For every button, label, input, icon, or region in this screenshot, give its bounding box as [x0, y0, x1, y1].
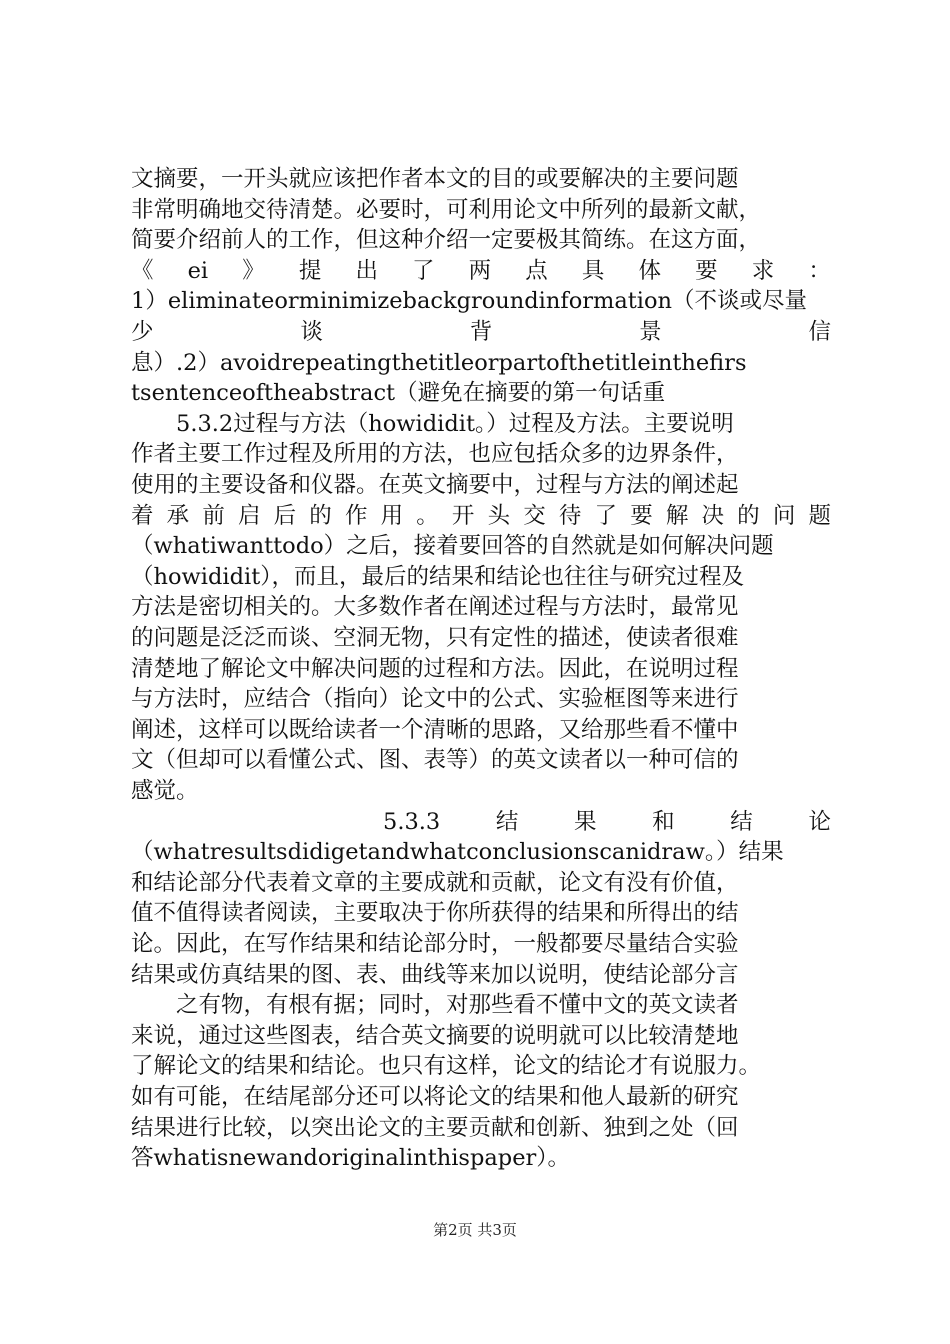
text-line: 来说，通过这些图表，结合英文摘要的说明就可以比较清楚地: [131, 1022, 739, 1049]
text-token: 要: [630, 502, 653, 529]
text-token: 承: [166, 502, 190, 529]
text-token: 启: [237, 502, 261, 529]
text-token: 后: [273, 502, 297, 529]
text-token: 前: [202, 502, 225, 529]
text-token: 了: [594, 502, 618, 529]
text-line: 息）.2）avoidrepeatingthetitleorpartofthetitleinthefirs: [131, 349, 747, 376]
text-token: 景: [639, 319, 662, 345]
text-line: 答whatisnewandoriginalinthispaper）。: [131, 1145, 571, 1172]
text-line: [131, 317, 831, 347]
text-token: 两: [468, 257, 492, 284]
text-line: tsentenceoftheabstract（避免在摘要的第一句话重: [131, 380, 666, 407]
text-token: 和: [652, 808, 675, 835]
text-line: （whatresultsdidigetandwhatconclusionscanidraw。）结果: [131, 839, 784, 866]
text-line: 简要介绍前人的工作，但这种介绍一定要极其简练。在这方面，: [131, 227, 762, 254]
text-token: 谈: [300, 319, 323, 345]
text-line: 阐述，这样可以既给读者一个清晰的思路，又给那些看不懂中: [131, 716, 739, 743]
text-token: 提: [298, 257, 322, 284]
text-token: 问: [772, 502, 796, 529]
text-line: （howididit），而且，最后的结果和结论也往往与研究过程及: [131, 563, 744, 590]
text-token: 解: [665, 502, 689, 529]
text-token: 少: [131, 319, 154, 345]
text-token: 结: [730, 808, 753, 835]
text-token: 题: [808, 502, 831, 529]
text-token: 。: [416, 502, 439, 529]
text-token: 头: [487, 502, 511, 529]
text-line: 文（但却可以看懂公式、图、表等）的英文读者以一种可信的: [131, 747, 739, 774]
text-token: 用: [380, 502, 404, 529]
text-token: 出: [355, 257, 378, 284]
text-token: 待: [558, 502, 582, 529]
text-token: 果: [574, 808, 597, 835]
text-line: 作者主要工作过程及所用的方法，也应包括众多的边界条件，: [131, 441, 739, 468]
text-token: 了: [412, 257, 435, 284]
text-token: 求: [751, 257, 775, 284]
text-token: 《: [131, 257, 154, 284]
text-line: 之有物，有根有据；同时，对那些看不懂中文的英文读者: [131, 992, 739, 1019]
page-footer: 第2页 共3页: [433, 1221, 517, 1239]
text-line: 方法是密切相关的。大多数作者在阐述过程与方法时，最常见: [131, 594, 739, 621]
text-line: 了解论文的结果和结论。也只有这样，论文的结论才有说服力。: [131, 1053, 762, 1080]
text-token: 信: [808, 319, 831, 345]
text-line: 1）eliminateorminimizebackgroundinformation（不谈或尽量: [131, 288, 808, 315]
text-token: 要: [695, 257, 718, 284]
text-line: 论。因此，在写作结果和结论部分时，一般都要尽量结合实验: [131, 931, 739, 957]
text-token: 着: [131, 502, 154, 529]
text-line: [383, 807, 831, 837]
text-line: 和结论部分代表着文章的主要成就和贡献，论文有没有价值，: [131, 869, 739, 896]
text-line: 与方法时，应结合（指向）论文中的公式、实验框图等来进行: [131, 686, 739, 713]
text-line: 文摘要，一开头就应该把作者本文的目的或要解决的主要问题: [131, 166, 739, 192]
text-token: ：: [808, 257, 831, 284]
text-token: 开: [451, 502, 475, 529]
text-line: 感觉。: [131, 778, 199, 804]
text-token: ei: [187, 257, 209, 284]
text-token: 5.3.3: [383, 808, 441, 835]
text-token: 点: [525, 257, 548, 284]
text-token: 论: [808, 808, 831, 835]
text-line: [131, 501, 831, 531]
text-line: 5.3.2过程与方法（howididit。）过程及方法。主要说明: [131, 410, 734, 437]
text-line: 如有可能，在结尾部分还可以将论文的结果和他人最新的研究: [131, 1084, 739, 1110]
text-line: 使用的主要设备和仪器。在英文摘要中，过程与方法的阐述起: [131, 472, 739, 498]
text-token: 的: [737, 502, 760, 529]
text-line: [131, 256, 831, 286]
text-token: 的: [309, 502, 332, 529]
text-token: 背: [469, 319, 493, 345]
text-line: 结果或仿真结果的图、表、曲线等来加以说明，使结论部分言: [131, 961, 739, 988]
text-token: 交: [523, 502, 546, 529]
text-line: 结果进行比较，以突出论文的主要贡献和创新、独到之处（回: [131, 1114, 739, 1141]
text-line: （whatiwanttodo）之后，接着要回答的自然就是如何解决问题: [131, 533, 774, 560]
text-token: 结: [495, 808, 519, 835]
text-line: 值不值得读者阅读，主要取决于你所获得的结果和所得出的结: [131, 900, 739, 927]
text-line: 清楚地了解论文中解决问题的过程和方法。因此，在说明过程: [131, 655, 739, 682]
text-token: 决: [701, 502, 725, 529]
text-token: 作: [344, 502, 368, 529]
text-token: 体: [638, 257, 661, 284]
text-token: 具: [581, 257, 605, 284]
text-line: 的问题是泛泛而谈、空洞无物，只有定性的描述，使读者很难: [131, 625, 739, 651]
text-line: 非常明确地交待清楚。必要时，可利用论文中所列的最新文献，: [131, 196, 762, 223]
text-token: 》: [242, 257, 265, 284]
